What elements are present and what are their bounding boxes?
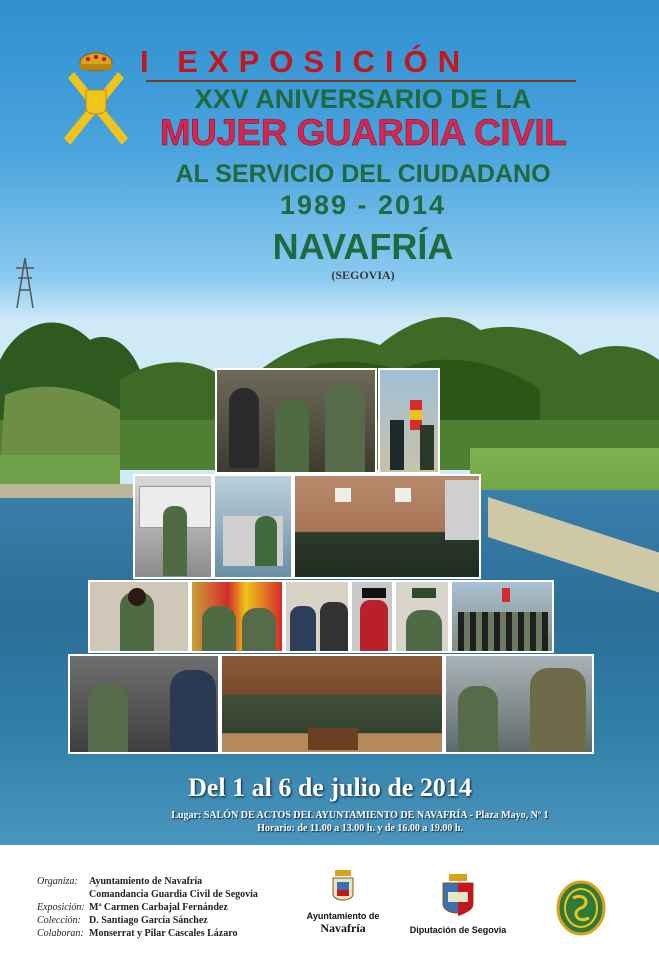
title-place: NAVAFRÍA (272, 226, 454, 267)
diputacion-label: Diputación de Segovia (409, 925, 507, 935)
title-exposicion: I EXPOSICIÓN (140, 44, 471, 79)
event-location: Lugar: SALÓN DE ACTOS DEL AYUNTAMIENTO DE NAVAFRÍA - Plaza Mayo, Nº 1 (171, 810, 549, 821)
event-schedule: Horario: de 11.00 a 13.00 h. y de 16.00 a 19.00 h. (257, 823, 463, 834)
stone-bank-left (0, 484, 135, 498)
title-divider (146, 80, 576, 82)
title-years: 1989 - 2014 (279, 190, 447, 220)
title-province: (SEGOVIA) (331, 268, 395, 282)
pylon-icon (12, 258, 38, 308)
photo-with-dignitary (284, 580, 350, 653)
ayuntamiento-logo (303, 870, 383, 936)
photo-handshake-right (444, 654, 594, 754)
ayuntamiento-label-1: Ayuntamiento de (306, 911, 380, 921)
photo-congress (220, 654, 444, 754)
guardia-civil-seal-icon (555, 878, 607, 936)
photo-officer-office (88, 580, 190, 653)
photo-royals (215, 368, 377, 474)
photo-handshake-left (68, 654, 220, 754)
photo-parade (450, 580, 554, 653)
title-servicio: AL SERVICIO DEL CIUDADANO (175, 160, 551, 188)
photo-officer-portrait (394, 580, 450, 653)
ayuntamiento-label-2: Navafría (320, 921, 366, 935)
photo-gala-uniform (350, 580, 394, 653)
photo-vehicle (133, 474, 213, 579)
photo-boat (213, 474, 293, 579)
poster: I EXPOSICIÓN XXV ANIVERSARIO DE LA MUJER GUARDIA CIVIL AL SERVICIO DEL CIUDADANO 1989 - 2014 NAVAFRÍA (SEGOVIA) Del 1 al 6 de julio de 2014 Lugar: SALÓN DE ACTOS DEL AYUNTAMIENTO DE NAVAFRÍA - Plaza Mayo, Nº 1 Horario: de 11.00 a 13.00 h. y de 16.00 a 19.00 h. Organiza: Ayuntamiento de Navafría Comandancia Guardia Civil de Segovia Exposición: Mª Carmen Carbajal Fernández Colección: D. Santiago García Sánchez Colaboran: Monserrat y Pilar Cascales Lázaro Ayuntamiento de Navafría Diputación de Segovia (0, 0, 659, 960)
photo-two-officers (190, 580, 284, 653)
segovia-crest-icon (440, 874, 476, 920)
title-mujer-guardia-civil: MUJER GUARDIA CIVIL (159, 112, 567, 153)
diputacion-logo (404, 874, 512, 935)
title-aniversario: XXV ANIVERSARIO DE LA (194, 84, 532, 114)
event-dates: Del 1 al 6 de julio de 2014 (188, 773, 472, 802)
photo-academy-group (293, 474, 481, 579)
navafria-crest-icon (331, 870, 355, 906)
photo-flag-ceremony (378, 368, 440, 474)
